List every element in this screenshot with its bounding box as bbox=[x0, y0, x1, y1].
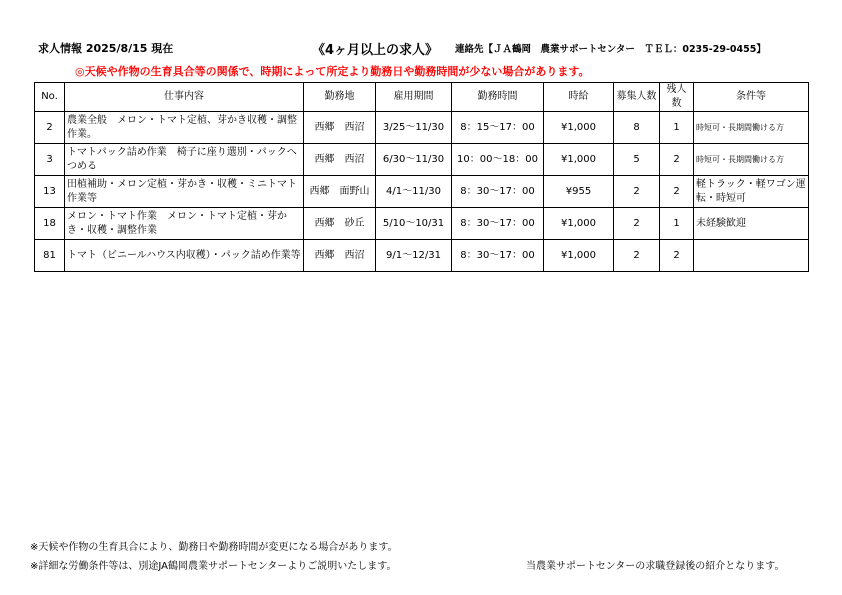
cell-no: 2 bbox=[35, 112, 65, 144]
cell-period: 4/1〜11/30 bbox=[376, 176, 452, 208]
cell-no: 3 bbox=[35, 144, 65, 176]
footer-note-weather: ※天候や作物の生育具合により、勤務日や勤務時間が変更になる場合があります。 bbox=[30, 542, 398, 553]
header-content: 仕事内容 bbox=[65, 83, 304, 112]
cell-hours: 8：15〜17：00 bbox=[452, 112, 544, 144]
cell-recruit: 2 bbox=[614, 240, 660, 272]
cell-hours: 8：30〜17：00 bbox=[452, 176, 544, 208]
cell-period: 3/25〜11/30 bbox=[376, 112, 452, 144]
weather-notice: ◎天候や作物の生育具合等の関係で、時期によって所定より勤務日や勤務時間が少ない場合があります。 bbox=[75, 65, 590, 78]
cell-location: 西郷 西沼 bbox=[304, 112, 376, 144]
cell-content: 農業全般 メロン・トマト定植、芽かき収穫・調整作業。 bbox=[65, 112, 304, 144]
cell-content: メロン・トマト作業 メロン・トマト定植・芽かき・収穫・調整作業 bbox=[65, 208, 304, 240]
cell-content: トマト（ビニールハウス内収穫）・パック詰め作業等 bbox=[65, 240, 304, 272]
footer-note-details: ※詳細な労働条件等は、別途JA鶴岡農業サポートセンターよりご説明いたします。 bbox=[30, 561, 397, 572]
header-conditions: 条件等 bbox=[694, 83, 809, 112]
header-remain: 残人数 bbox=[660, 83, 694, 112]
cell-conditions bbox=[694, 240, 809, 272]
table-header-row bbox=[35, 83, 809, 112]
cell-recruit: 8 bbox=[614, 112, 660, 144]
table-row bbox=[35, 208, 809, 240]
cell-no: 13 bbox=[35, 176, 65, 208]
cell-location: 西郷 砂丘 bbox=[304, 208, 376, 240]
cell-remain: 2 bbox=[660, 144, 694, 176]
cell-period: 6/30〜11/30 bbox=[376, 144, 452, 176]
footer-note-registration: 当農業サポートセンターの求職登録後の紹介となります。 bbox=[526, 561, 785, 572]
cell-no: 81 bbox=[35, 240, 65, 272]
header-hours: 勤務時間 bbox=[452, 83, 544, 112]
cell-recruit: 2 bbox=[614, 208, 660, 240]
cell-remain: 2 bbox=[660, 240, 694, 272]
header-recruit: 募集人数 bbox=[614, 83, 660, 112]
cell-location: 西郷 西沼 bbox=[304, 144, 376, 176]
cell-period: 5/10〜10/31 bbox=[376, 208, 452, 240]
table-row bbox=[35, 176, 809, 208]
header-date: 求人情報 2025/8/15 現在 bbox=[38, 42, 174, 55]
cell-period: 9/1〜12/31 bbox=[376, 240, 452, 272]
cell-location: 西郷 面野山 bbox=[304, 176, 376, 208]
cell-recruit: 5 bbox=[614, 144, 660, 176]
cell-wage: ¥1,000 bbox=[544, 112, 614, 144]
table-row bbox=[35, 144, 809, 176]
cell-hours: 10：00〜18：00 bbox=[452, 144, 544, 176]
cell-recruit: 2 bbox=[614, 176, 660, 208]
cell-remain: 2 bbox=[660, 176, 694, 208]
cell-remain: 1 bbox=[660, 112, 694, 144]
header-location: 勤務地 bbox=[304, 83, 376, 112]
cell-no: 18 bbox=[35, 208, 65, 240]
cell-hours: 8：30〜17：00 bbox=[452, 208, 544, 240]
cell-conditions: 未経験歓迎 bbox=[694, 208, 809, 240]
cell-content: トマトパック詰め作業 椅子に座り選別・パックへつめる bbox=[65, 144, 304, 176]
cell-content: 田植補助・メロン定植・芽かき・収穫・ミニトマト作業等 bbox=[65, 176, 304, 208]
table-row bbox=[35, 240, 809, 272]
cell-conditions: 時短可・長期間働ける方 bbox=[694, 144, 809, 176]
cell-wage: ¥1,000 bbox=[544, 240, 614, 272]
cell-location: 西郷 西沼 bbox=[304, 240, 376, 272]
header-wage: 時給 bbox=[544, 83, 614, 112]
table-row bbox=[35, 112, 809, 144]
cell-conditions: 時短可・長期間働ける方 bbox=[694, 112, 809, 144]
header-period: 雇用期間 bbox=[376, 83, 452, 112]
job-listing-table bbox=[34, 82, 809, 272]
cell-hours: 8：30〜17：00 bbox=[452, 240, 544, 272]
document-title: 《4ヶ月以上の求人》 bbox=[312, 43, 439, 58]
cell-wage: ¥1,000 bbox=[544, 144, 614, 176]
cell-wage: ¥1,000 bbox=[544, 208, 614, 240]
header-no: No. bbox=[35, 83, 65, 112]
contact-info: 連絡先【ＪＡ鶴岡 農業サポートセンター ＴＥＬ：0235-29-0455】 bbox=[455, 44, 766, 55]
cell-conditions: 軽トラック・軽ワゴン運転・時短可 bbox=[694, 176, 809, 208]
cell-wage: ¥955 bbox=[544, 176, 614, 208]
cell-remain: 1 bbox=[660, 208, 694, 240]
